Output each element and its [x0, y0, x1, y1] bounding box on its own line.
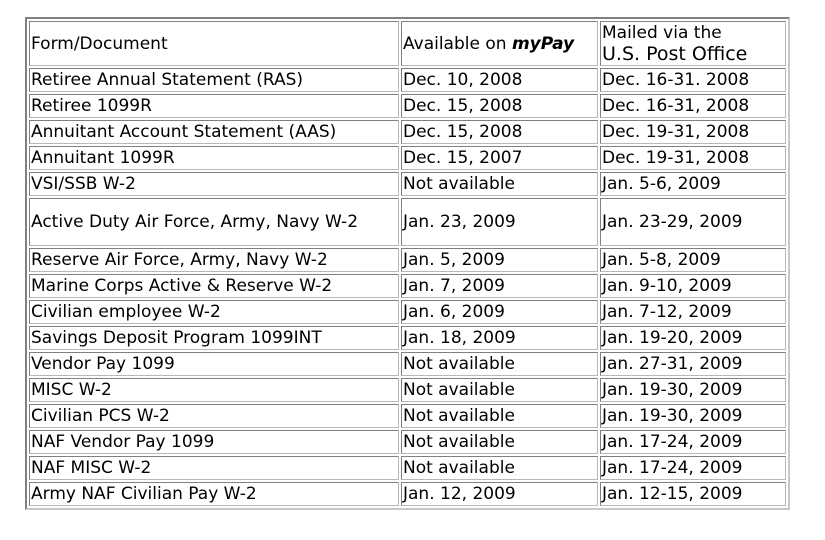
mailed-cell: Jan. 19-20, 2009: [600, 326, 786, 350]
table-row: [29, 274, 786, 298]
table-row: [29, 146, 786, 170]
mailed-cell: Dec. 19-31, 2008: [600, 120, 786, 144]
mailed-cell: Jan. 19-30, 2009: [600, 404, 786, 428]
mailed-cell: Dec. 16-31, 2008: [600, 94, 786, 118]
header-row: [29, 21, 786, 66]
form-cell: Savings Deposit Program 1099INT: [29, 326, 399, 350]
form-cell: Marine Corps Active & Reserve W-2: [29, 274, 399, 298]
available-cell: Jan. 7, 2009: [401, 274, 598, 298]
table-row: [29, 300, 786, 324]
table-row: [29, 430, 786, 454]
available-cell: Dec. 10, 2008: [401, 68, 598, 92]
available-cell: Not available: [401, 430, 598, 454]
table-row: [29, 198, 786, 246]
available-cell: Not available: [401, 352, 598, 376]
table-row: [29, 248, 786, 272]
mailed-cell: Jan. 23-29, 2009: [600, 198, 786, 246]
header-form-document: Form/Document: [29, 21, 399, 66]
header-mypay-emphasis: myPay: [511, 33, 575, 54]
available-cell: Dec. 15, 2008: [401, 120, 598, 144]
form-cell: VSI/SSB W-2: [29, 172, 399, 196]
mailed-cell: Jan. 27-31, 2009: [600, 352, 786, 376]
table-row: [29, 94, 786, 118]
form-cell: Reserve Air Force, Army, Navy W-2: [29, 248, 399, 272]
form-cell: Active Duty Air Force, Army, Navy W-2: [29, 198, 399, 246]
form-cell: Army NAF Civilian Pay W-2: [29, 482, 399, 506]
form-cell: MISC W-2: [29, 378, 399, 402]
table-row: [29, 404, 786, 428]
header-mailed-line1: Mailed via the: [602, 22, 722, 43]
table-row: [29, 352, 786, 376]
form-cell: Retiree Annual Statement (RAS): [29, 68, 399, 92]
header-mailed-line2: U.S. Post Office: [602, 42, 748, 65]
available-cell: Not available: [401, 172, 598, 196]
mailed-cell: Jan. 12-15, 2009: [600, 482, 786, 506]
mailed-cell: Jan. 19-30, 2009: [600, 378, 786, 402]
available-cell: Jan. 6, 2009: [401, 300, 598, 324]
header-mailed-via-post-office: [600, 21, 786, 66]
schedule-table: [25, 17, 790, 510]
available-cell: Not available: [401, 404, 598, 428]
available-cell: Jan. 12, 2009: [401, 482, 598, 506]
mailed-cell: Dec. 19-31, 2008: [600, 146, 786, 170]
header-available-on-mypay: [401, 21, 598, 66]
form-cell: Retiree 1099R: [29, 94, 399, 118]
available-cell: Jan. 5, 2009: [401, 248, 598, 272]
header-available-prefix: Available on: [403, 33, 512, 54]
mailed-cell: Jan. 5-8, 2009: [600, 248, 786, 272]
available-cell: Dec. 15, 2008: [401, 94, 598, 118]
table-row: [29, 120, 786, 144]
available-cell: Dec. 15, 2007: [401, 146, 598, 170]
table-row: [29, 378, 786, 402]
mailed-cell: Jan. 17-24, 2009: [600, 456, 786, 480]
table-row: [29, 482, 786, 506]
mailed-cell: Jan. 9-10, 2009: [600, 274, 786, 298]
form-cell: Civilian PCS W-2: [29, 404, 399, 428]
form-cell: NAF MISC W-2: [29, 456, 399, 480]
table-row: [29, 68, 786, 92]
tax-form-schedule: [25, 17, 790, 510]
mailed-cell: Jan. 5-6, 2009: [600, 172, 786, 196]
table-row: [29, 456, 786, 480]
table-row: [29, 172, 786, 196]
table-row: [29, 326, 786, 350]
mailed-cell: Jan. 7-12, 2009: [600, 300, 786, 324]
form-cell: Vendor Pay 1099: [29, 352, 399, 376]
form-cell: Annuitant 1099R: [29, 146, 399, 170]
available-cell: Not available: [401, 378, 598, 402]
available-cell: Jan. 18, 2009: [401, 326, 598, 350]
form-cell: Civilian employee W-2: [29, 300, 399, 324]
available-cell: Not available: [401, 456, 598, 480]
mailed-cell: Jan. 17-24, 2009: [600, 430, 786, 454]
available-cell: Jan. 23, 2009: [401, 198, 598, 246]
form-cell: Annuitant Account Statement (AAS): [29, 120, 399, 144]
form-cell: NAF Vendor Pay 1099: [29, 430, 399, 454]
mailed-cell: Dec. 16-31. 2008: [600, 68, 786, 92]
